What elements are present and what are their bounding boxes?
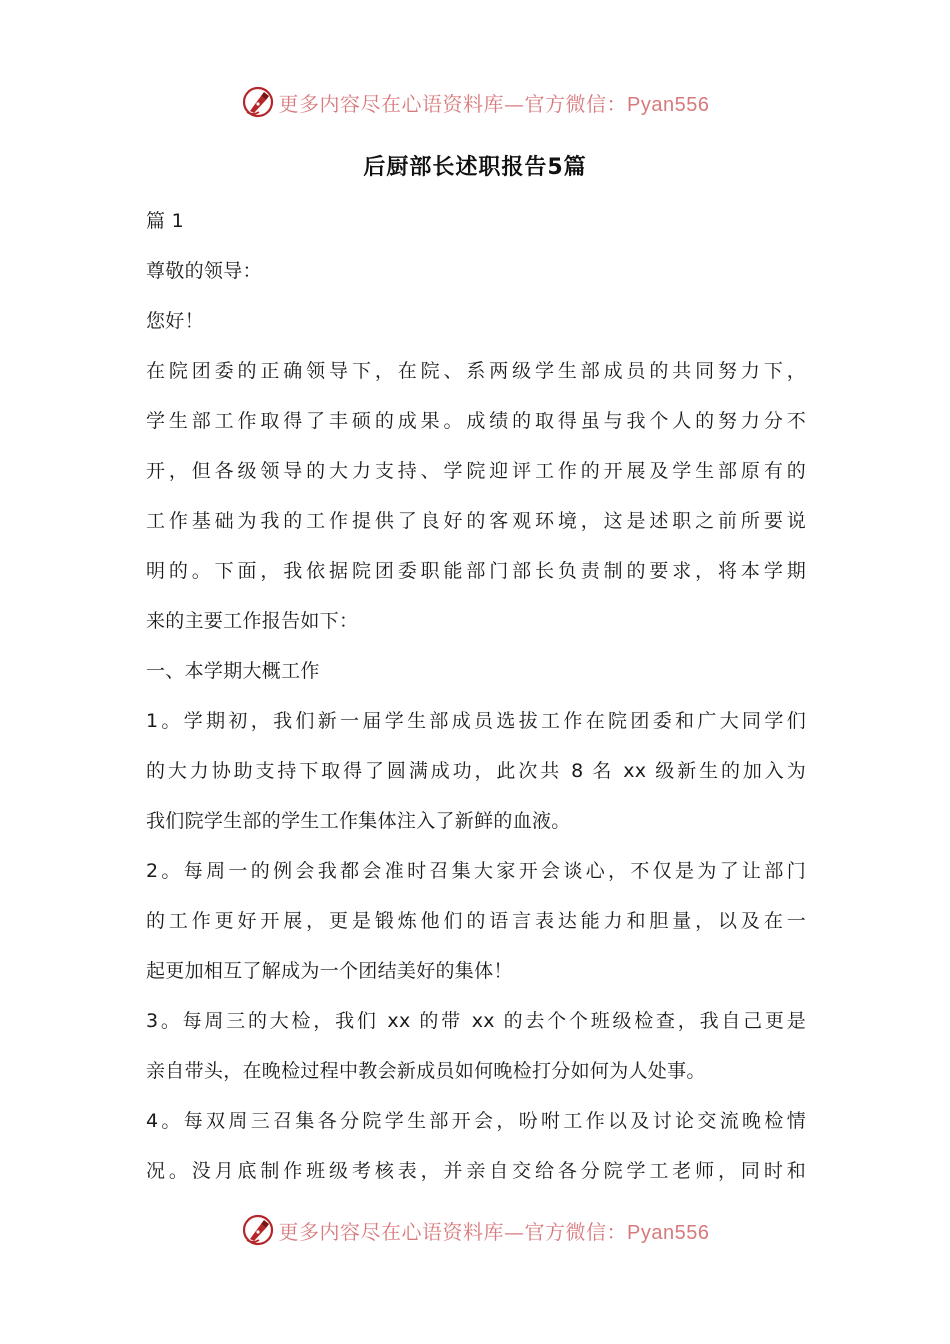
watermark-text: 更多内容尽在心语资料库—官方微信：Pyan556: [278, 1219, 710, 1244]
text-line: 况。没月底制作班级考核表，并亲自交给各分院学工老师，同时和: [146, 1160, 806, 1182]
pen-nib-circle-icon: [241, 1213, 275, 1247]
text-line: 的大力协助支持下取得了圆满成功，此次共 8 名 xx 级新生的加入为: [146, 760, 806, 782]
text-line: 的工作更好开展，更是锻炼他们的语言表达能力和胆量，以及在一: [146, 910, 806, 932]
document-title: 后厨部长述职报告5篇: [363, 155, 587, 180]
watermark-banner-bottom: [0, 1208, 950, 1252]
text-line: 尊敬的领导：: [146, 260, 262, 282]
document-body: [146, 196, 806, 1196]
text-line: 篇 1: [146, 210, 185, 232]
text-line: 开，但各级领导的大力支持、学院迎评工作的开展及学生部原有的: [146, 460, 806, 482]
pen-nib-circle-icon: [241, 85, 275, 119]
text-line: 学生部工作取得了丰硕的成果。成绩的取得虽与我个人的努力分不: [146, 410, 806, 432]
text-line: 一、本学期大概工作: [146, 660, 320, 682]
text-line: 在院团委的正确领导下，在院、系两级学生部成员的共同努力下，: [146, 360, 806, 382]
text-line: 来的主要工作报告如下：: [146, 610, 359, 632]
text-line: 明的。下面，我依据院团委职能部门部长负责制的要求，将本学期: [146, 560, 806, 582]
text-line: 3。每周三的大检，我们 xx 的带 xx 的去个个班级检查，我自己更是: [146, 1010, 806, 1032]
text-line: 工作基础为我的工作提供了良好的客观环境，这是述职之前所要说: [146, 510, 806, 532]
watermark-text: 更多内容尽在心语资料库—官方微信：Pyan556: [278, 91, 710, 116]
text-line: 我们院学生部的学生工作集体注入了新鲜的血液。: [146, 810, 571, 832]
watermark-banner-top: [0, 80, 950, 124]
text-line: 亲自带头，在晚检过程中教会新成员如何晚检打分如何为人处事。: [146, 1060, 706, 1082]
text-line: 1。学期初，我们新一届学生部成员选拔工作在院团委和广大同学们: [146, 710, 806, 732]
text-line: 您好！: [146, 310, 204, 332]
text-line: 4。每双周三召集各分院学生部开会，吩咐工作以及讨论交流晚检情: [146, 1110, 806, 1132]
text-line: 2。每周一的例会我都会准时召集大家开会谈心，不仅是为了让部门: [146, 860, 806, 882]
text-line: 起更加相互了解成为一个团结美好的集体！: [146, 960, 513, 982]
